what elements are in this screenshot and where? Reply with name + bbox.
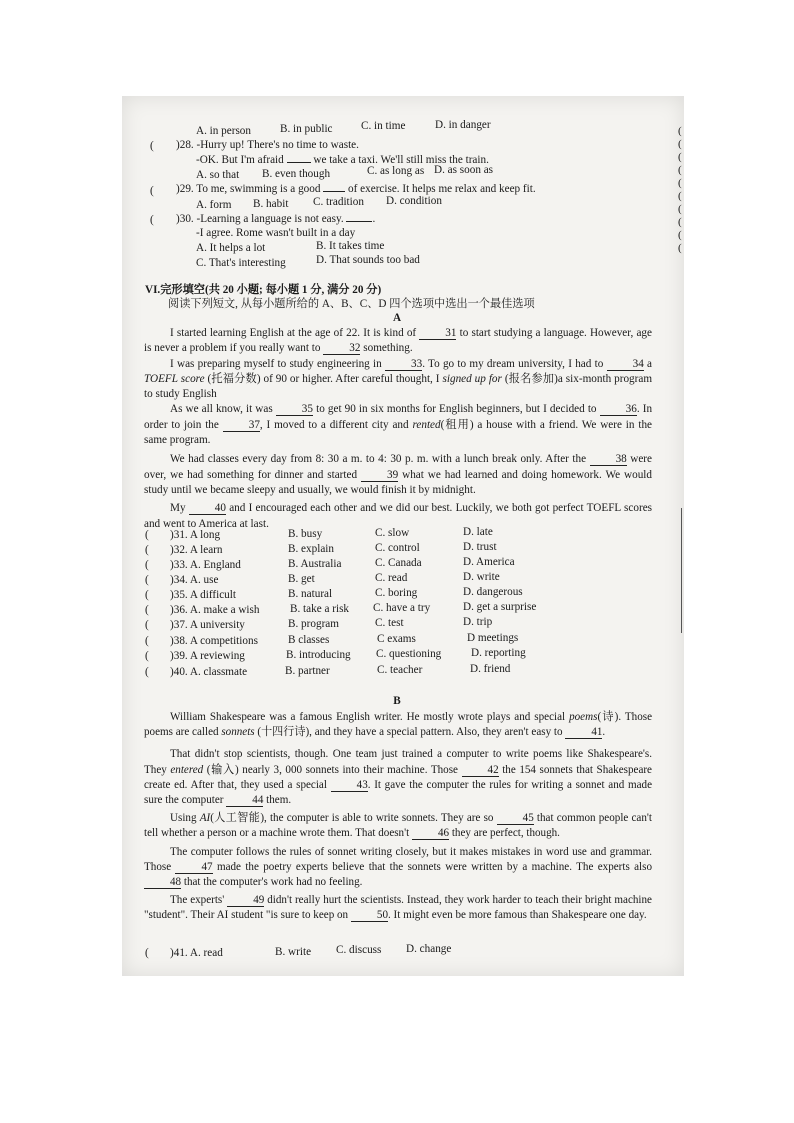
q35-option-c: C. boring [375,587,418,599]
blank-46: 46 [412,827,449,840]
passage-a-para-4: We had classes every day from 8: 30 a m. to 4: 30 p. m. with a lunch break only. After the 38 were over, we had something for dinner and started 39 what we had learned and doing homework. We would study until we became sleepy and usually, we would finish it by midnight. [144,453,653,496]
q30-blank [346,221,372,222]
blank-34: 34 [607,358,644,371]
passage-b-para-2: That didn't stop scientists, though. One team just trained a computer to write poems like Shakespeare's. They entered (输入) nearly 3, 000 sonnets into their machine. Those 42 the 154 sonnets that Shakespeare create ed. After that, they used a special 43. It gave the computer the rules for writing a sonnet and made sure the computer 44 them. [144,748,653,807]
q41-option-a: )41. A. read [170,947,223,959]
q28-blank [287,162,311,163]
q28-option-d: D. as soon as [434,164,494,176]
q40-option-c: C. teacher [377,664,423,676]
q31-option-b: B. busy [288,528,323,540]
q31-option-a: )31. A long [170,529,221,541]
section-instruction: 阅读下列短文, 从每小题所给的 A、B、C、D 四个选项中选出一个最佳选项 [168,298,535,310]
blank-41: 41 [565,726,602,739]
page-edge-mark [681,508,685,633]
q30-option-d: D. That sounds too bad [316,254,420,266]
q27-option-d: D. in danger [435,119,491,131]
q35-option-d: D. dangerous [463,586,523,598]
q36-option-c: C. have a try [373,602,431,614]
blank-44: 44 [226,794,263,807]
q37-option-a: )37. A university [170,619,245,631]
q32-option-d: D. trust [463,541,497,553]
q34-option-d: D. write [463,571,500,583]
q38-option-a: )38. A competitions [170,635,258,647]
q41-option-c: C. discuss [336,944,382,956]
q37-option-b: B. program [288,618,339,630]
q29-paren: ( [150,185,154,197]
q30-option-c: C. That's interesting [196,257,286,269]
q27-option-a: A. in person [196,125,251,137]
q39-option-d: D. reporting [471,647,526,659]
q29-option-a: A. form [196,199,232,211]
section-title: VI.完形填空(共 20 小题; 每小题 1 分, 满分 20 分) [145,284,382,296]
blank-38: 38 [590,453,627,466]
q34-option-b: B. get [288,573,315,585]
q34-option-a: )34. A. use [170,574,219,586]
q35-option-b: B. natural [288,588,333,600]
q32-option-a: )32. A learn [170,544,223,556]
q28-option-c: C. as long as [367,165,425,177]
q37-option-c: C. test [375,617,404,629]
q32-option-b: B. explain [288,543,334,555]
exam-page: A. in person B. in public C. in time D. in danger ( )28. -Hurry up! There's no time to waste. -OK. But I'm afraid we take a taxi. We'll still miss the train. A. so that B. even though C. as long as D. as soon as ( )29. To me, swimming is a good of exercise. It helps me relax and keep fit. A. form B. habit C. tradition D. condition ( )30. -Learning a language is not easy. . -I agree. Rome wasn't built in a day A. It helps a lot B. It takes time C. That's interesting D. That sounds too bad VI.完形填空(共 20 小题; 每小题 1 分, 满分 20 分) 阅读下列短文, 从每小题所给的 A、B、C、D 四个选项中选出一个最佳选项 A I started learning English at the age of 22. It is kind of 31 to start studying a language. However, age is never a problem if you really want to 32 something. I was preparing myself to study engineering in 33. To go to my dream university, I had to 34 a TOEFL score (托福分数) of 90 or higher. After careful thought, I signed up for (报名参加)a six-month program to study English As we all know, it was 35 to get 90 in six months for English beginners, but I decided to 36. In order to join the 37, I moved to a different city and rented(租用) a house with a friend. We were in the same program. We had classes every day from 8: 30 a m. to 4: 30 p. m. with a lunch break only. After the 38 were over, we had something for dinner and started 39 what we had learned and doing homework. We would study until we became sleepy and usually, we would finish it by midnight. My 40 and I encouraged each other and we did our best. Luckily, we both got perfect TOEFL scores and went to America at last. ( )31. A long B. busy C. slow D. late ( )32. A learn B. explain C. control D. trust ( )33. A. England B. Australia C. Canada D. America ( )34. A. use B. get C. read D. write ( )35. A difficult B. natural C. boring D. dangerous ( )36. A. make a wish B. take a risk C. have a try D. get a surprise ( )37. A university B. program C. test D. trip ( )38. A competitions B classes C exams D meetings ( )39. A reviewing B. introducing C. questioning D. reporting ( )40. A. classmate B. partner C. teacher D. friend B William Shakespeare was a famous English writer. He mostly wrote plays and special poems(诗). Those poems are called sonnets (十四行诗), and they have a special pattern. Also, they aren't easy to 41. That didn't stop scientists, though. One team just trained a computer to write poems like Shakespeare's. They entered (输入) nearly 3, 000 sonnets into their machine. Those 42 the 154 sonnets that Shakespeare create ed. After that, they used a special 43. It gave the computer the rules for writing a sonnet and made sure the computer 44 them. Using AI(人工智能), the computer is able to write sonnets. They are so 45 that common people can't tell whether a person or a machine wrote them. That doesn't 46 they are perfect, though. The computer follows the rules of sonnet writing closely, but it makes mistakes in word use and grammar. Those 47 made the poetry experts believe that the sonnets were written by a machine. The experts also 48 that the computer's work had no feeling. The experts' 49 didn't really hurt the scientists. Instead, they work harder to teach their bright machine "student". Their AI student "is sure to keep on 50. It might even be more famous than Shakespeare one day. ( )41. A. read B. write C. discuss D. change ( ( ( ( ( ( ( ( ( ( [0,0,794,1123]
passage-a-para-3: As we all know, it was 35 to get 90 in six months for English beginners, but I decided to 36. In order to join the 37, I moved to a different city and rented(租用) a house with a friend. We were in the same program. [144,403,653,447]
q27-option-b: B. in public [280,123,333,135]
q33-option-d: D. America [463,556,515,568]
margin-brackets: ( ( ( ( ( ( ( ( ( ( [678,125,682,254]
q29-option-c: C. tradition [313,196,364,208]
blank-35: 35 [276,403,313,416]
q30-question: )30. -Learning a language is not easy. . [176,213,376,225]
q36-option-a: )36. A. make a wish [170,604,260,616]
blank-42: 42 [462,764,499,777]
passage-a-para-5: My 40 and I encouraged each other and we did our best. Luckily, we both got perfect TOEFL scores and went to America at last. [144,502,653,530]
q28-question: )28. -Hurry up! There's no time to waste. [176,139,359,151]
q35-option-a: )35. A difficult [170,589,236,601]
q40-option-d: D. friend [470,663,511,675]
q28-line2: -OK. But I'm afraid we take a taxi. We'll still miss the train. [196,154,489,166]
q39-option-a: )39. A reviewing [170,650,245,662]
q31-option-d: D. late [463,526,493,538]
q39-option-c: C. questioning [376,648,442,660]
blank-48: 48 [144,876,181,889]
q40-option-b: B. partner [285,665,330,677]
blank-40: 40 [189,502,226,515]
q38-option-d: D meetings [467,632,519,644]
blank-45: 45 [497,812,534,825]
q29-option-d: D. condition [386,195,442,207]
passage-a [144,326,652,532]
q28-paren: ( [150,140,154,152]
q38-option-b: B classes [288,634,330,646]
q30-paren: ( [150,214,154,226]
q33-option-b: B. Australia [288,558,342,570]
q36-option-b: B. take a risk [290,603,350,615]
passage-a-para-1: I started learning English at the age of 22. It is kind of 31 to start studying a language. However, age is never a problem if you really want to 32 something. [144,327,652,355]
passage-b-label: B [393,695,401,707]
q27-option-c: C. in time [361,120,406,132]
passage-a-para-2: I was preparing myself to study engineering in 33. To go to my dream university, I had to 34 a TOEFL score (托福分数) of 90 or higher. After careful thought, I signed up for (报名参加)a six-month program to study English [144,357,653,401]
q30-reply: -I agree. Rome wasn't built in a day [196,227,356,239]
blank-49: 49 [227,894,264,907]
passage-a-label: A [392,312,402,324]
blank-47: 47 [175,861,212,874]
q29-option-b: B. habit [253,198,289,210]
q41-option-b: B. write [275,946,312,958]
q29-question: )29. To me, swimming is a good of exercise. It helps me relax and keep fit. [176,183,536,195]
q33-option-a: )33. A. England [170,559,241,571]
blank-39: 39 [361,469,398,482]
blank-31: 31 [419,327,456,340]
q41-paren: ( [145,947,149,959]
q34-option-c: C. read [375,572,408,584]
q33-option-c: C. Canada [375,557,422,569]
q37-option-d: D. trip [463,616,493,628]
q32-option-c: C. control [375,542,420,554]
passage-b-para-1: William Shakespeare was a famous English writer. He mostly wrote plays and special poems(诗). Those poems are called sonnets (十四行诗), and they have a special pattern. Also, they aren't easy to 41. [144,711,652,739]
q40-option-a: )40. A. classmate [170,666,248,678]
q28-option-b: B. even though [262,168,331,180]
passage-b [144,710,652,924]
q38-option-c: C exams [377,633,416,645]
q30-option-a: A. It helps a lot [196,242,266,254]
blank-43: 43 [331,779,368,792]
q30-option-b: B. It takes time [316,240,385,252]
blank-33: 33 [385,358,422,371]
passage-b-para-5: The experts' 49 didn't really hurt the scientists. Instead, they work harder to teach their bright machine "student". Their AI student "is sure to keep on 50. It might even be more famous than Shakespeare one day. [144,894,652,922]
q39-option-b: B. introducing [286,649,351,661]
blank-37: 37 [223,419,260,432]
q29-blank [323,191,345,192]
blank-50: 50 [351,909,388,922]
q41-option-d: D. change [406,943,452,955]
blank-32: 32 [323,342,360,355]
q36-option-d: D. get a surprise [463,601,537,613]
blank-36: 36 [600,403,637,416]
q31-option-c: C. slow [375,527,410,539]
passage-b-para-3: Using AI(人工智能), the computer is able to write sonnets. They are so 45 that common people can't tell whether a person or a machine wrote them. That doesn't 46 they are perfect, though. [144,812,652,840]
q28-option-a: A. so that [196,169,240,181]
passage-b-para-4: The computer follows the rules of sonnet writing closely, but it makes mistakes in word use and grammar. Those 47 made the poetry experts believe that the sonnets were written by a machine. The experts also 48 that the computer's work had no feeling. [144,845,652,889]
